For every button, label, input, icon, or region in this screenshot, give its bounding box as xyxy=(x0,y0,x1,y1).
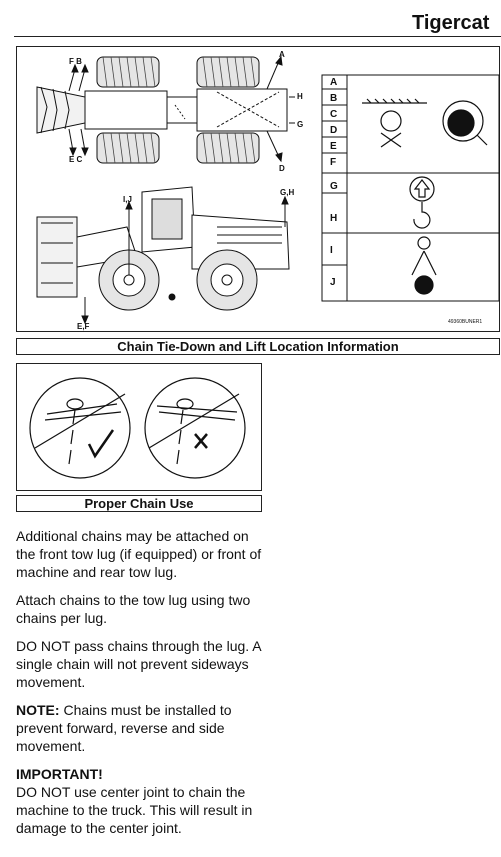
legend-row-label: D xyxy=(330,125,338,136)
label-e-c: E C xyxy=(69,155,83,164)
header-rule xyxy=(14,36,501,37)
instructions xyxy=(16,527,271,847)
note-paragraph xyxy=(16,701,271,755)
tie-down-illustration xyxy=(17,47,501,333)
important-label: IMPORTANT! xyxy=(16,766,103,782)
figure-code: 49360BUNER1 xyxy=(448,319,483,325)
label-g: G xyxy=(297,120,304,129)
note-text: Chains must be installed to prevent forward, reverse and side movement. xyxy=(16,702,232,754)
legend-row-label: I xyxy=(330,245,333,256)
side-view-machine xyxy=(37,187,289,310)
tie-down-caption: Chain Tie-Down and Lift Location Information xyxy=(16,338,500,355)
legend-row-label: E xyxy=(330,141,337,152)
paragraph-attach-chains: Attach chains to the tow lug using two chains per lug. xyxy=(16,592,251,626)
chain-use-caption: Proper Chain Use xyxy=(16,495,262,512)
legend-row-label: B xyxy=(330,93,338,104)
tie-down-diagram xyxy=(16,46,500,332)
tie-down-icons xyxy=(362,99,487,147)
paragraph-do-not-pass: DO NOT pass chains through the lug. A single chain will not prevent sideways movement. xyxy=(16,638,261,690)
label-e-f: E,F xyxy=(77,322,90,331)
note-label: NOTE: xyxy=(16,702,60,718)
label-i-j: I,J xyxy=(123,195,132,204)
label-f-b: F B xyxy=(69,57,82,66)
legend-row-label: G xyxy=(330,181,338,192)
legend-row-label: C xyxy=(330,109,338,120)
important-text: DO NOT use center joint to chain the machine to the truck. This will result in damage to the center joint. xyxy=(16,784,253,836)
chain-use-diagram xyxy=(16,363,262,491)
chain-use-illustration xyxy=(17,364,263,492)
legend-row-label: J xyxy=(330,277,336,288)
label-a: A xyxy=(279,50,285,59)
label-d: D xyxy=(279,164,285,173)
legend-row-label: A xyxy=(330,77,338,88)
legend-row-label: H xyxy=(330,213,338,224)
lift-icons xyxy=(410,177,436,294)
label-g-h: G,H xyxy=(280,188,295,197)
top-view-machine xyxy=(37,57,287,163)
paragraph-additional-chains: Additional chains may be attached on the front tow lug (if equipped) or front of machine and rear tow lug. xyxy=(16,528,262,580)
brand-title: Tigercat xyxy=(412,12,490,34)
legend-row-label: F xyxy=(330,157,337,168)
label-h: H xyxy=(297,92,303,101)
